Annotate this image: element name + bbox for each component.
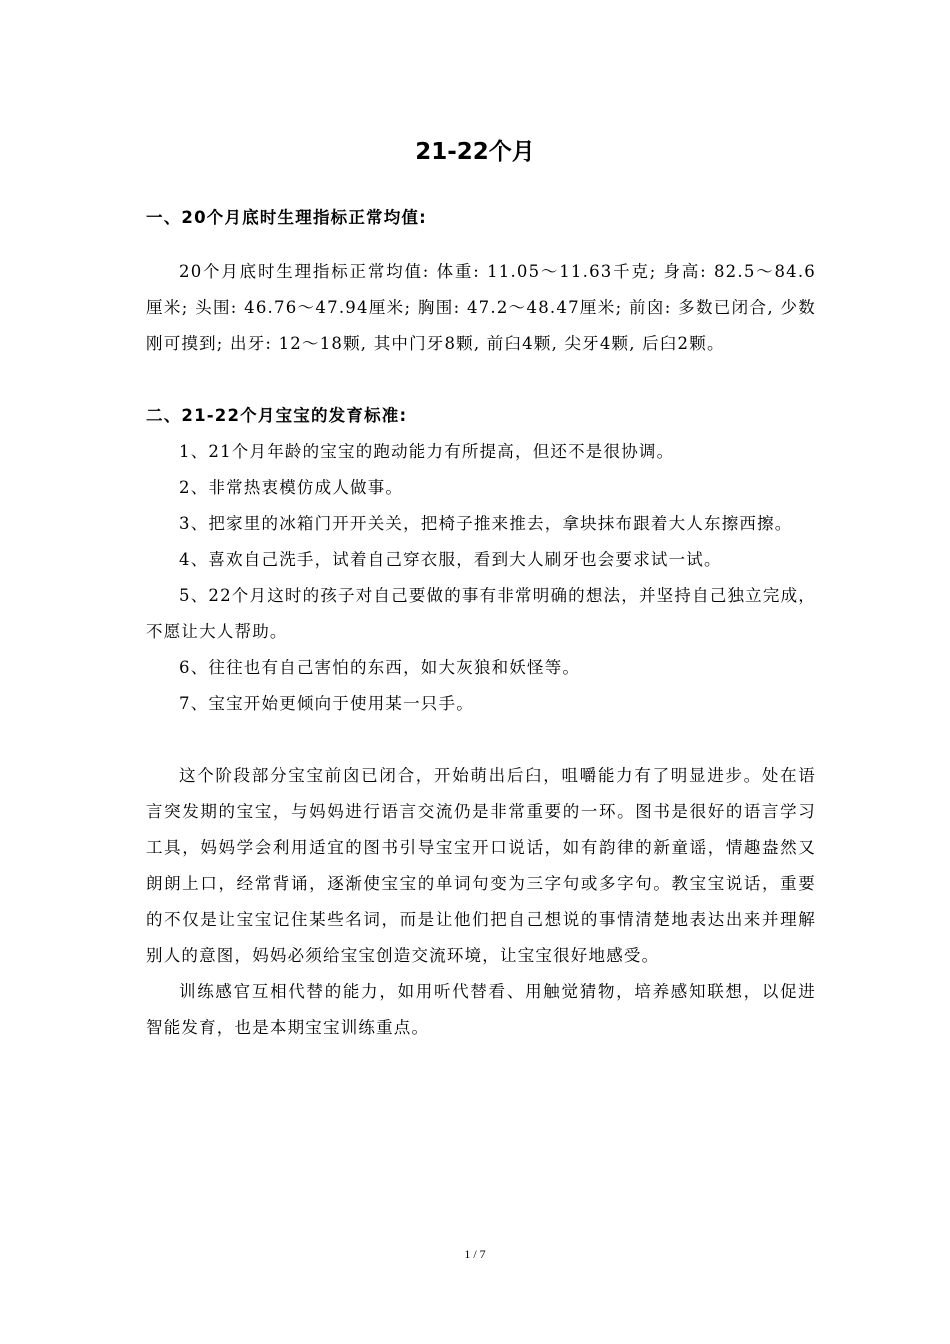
list-item: 3、把家里的冰箱门开开关关，把椅子推来推去，拿块抹布跟着大人东擦西擦。 [179,514,793,533]
list-item: 7、宝宝开始更倾向于使用某一只手。 [179,694,474,713]
section-2-heading: 二、21-22个月宝宝的发育标准: [146,406,408,425]
page-title: 21-22个月 [415,139,535,165]
list-item: 1、21个月年龄的宝宝的跑动能力有所提高，但还不是很协调。 [179,442,675,461]
list-item: 5、22个月这时的孩子对自己要做的事有非常明确的想法，并坚持自己独立完成，不愿让大人帮助。 [146,586,816,641]
section-1-heading: 一、20个月底时生理指标正常均值: [146,208,427,227]
list-item: 6、往往也有自己害怕的东西，如大灰狼和妖怪等。 [179,658,581,677]
training-paragraph: 训练感官互相代替的能力，如用听代替看、用触觉猜物，培养感知联想，以促进智能发育，也是本期宝宝训练重点。 [146,982,816,1037]
document-body [146,200,816,1046]
section-1-body: 20个月底时生理指标正常均值: 体重: 11.05～11.63千克; 身高: 82.5～84.6厘米; 头围: 46.76～47.94厘米; 胸围: 47.2～48.47厘米; 前囟: 多数已闭合, 少数刚可摸到; 出牙: 12～18颗, 其中门牙8颗, 前臼4颗, 尖牙4颗, 后臼2颗。 [146,262,816,353]
spacer [146,722,816,758]
development-list [146,434,816,722]
list-item: 2、非常热衷模仿成人做事。 [179,478,404,497]
summary-paragraph: 这个阶段部分宝宝前囟已闭合，开始萌出后臼，咀嚼能力有了明显进步。处在语言突发期的宝宝，与妈妈进行语言交流仍是非常重要的一环。图书是很好的语言学习工具，妈妈学会利用适宜的图书引导宝宝开口说话，如有韵律的新童谣，情趣盎然又朗朗上口，经常背诵，逐渐使宝宝的单词句变为三字句或多字句。教宝宝说话，重要的不仅是让宝宝记住某些名词，而是让他们把自己想说的事情清楚地表达出来并理解别人的意图，妈妈必须给宝宝创造交流环境，让宝宝很好地感受。 [146,766,816,965]
page-number: 1 / 7 [464,1247,486,1261]
list-item: 4、喜欢自己洗手，试着自己穿衣服，看到大人刷牙也会要求试一试。 [179,550,722,569]
